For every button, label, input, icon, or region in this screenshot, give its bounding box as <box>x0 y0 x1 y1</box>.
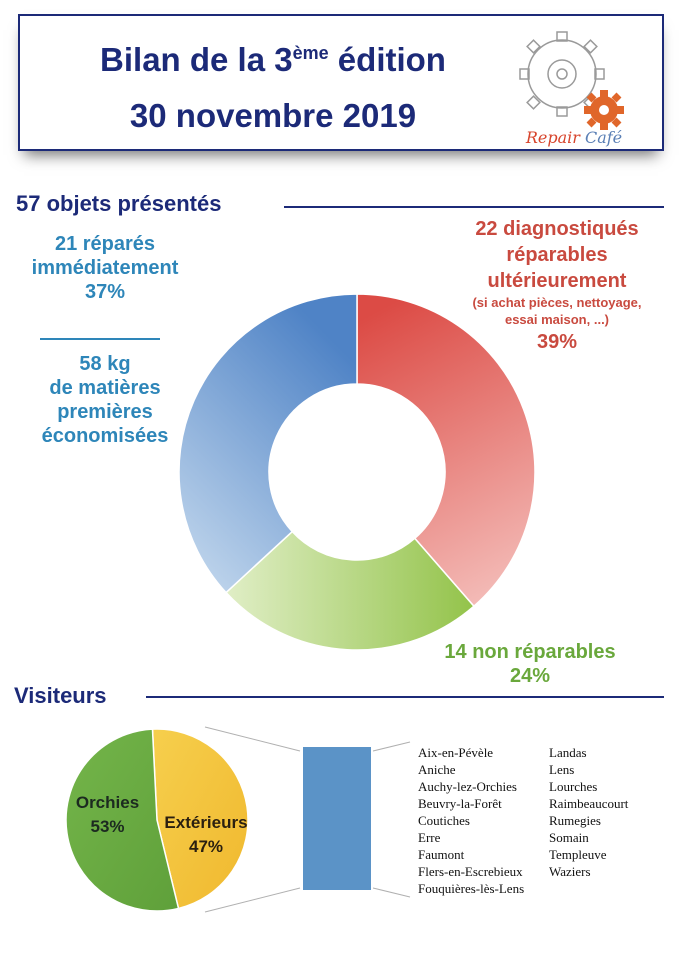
not-repairable-label: 14 non réparables 24% <box>444 641 616 687</box>
exterieurs-label: Extérieurs 47% <box>164 813 248 856</box>
towns-list-col1 <box>418 744 524 897</box>
town-item: Rumegies <box>549 813 601 828</box>
visitors-section-title: Visiteurs <box>14 683 107 708</box>
town-item: Lens <box>549 762 575 777</box>
town-item: Coutiches <box>418 813 470 828</box>
connector-line-right-bottom <box>373 888 410 897</box>
town-item: Erre <box>418 830 441 845</box>
town-item: Aniche <box>418 762 456 777</box>
visitors-section-rule <box>146 696 664 698</box>
town-item: Fouquières-lès-Lens <box>418 881 525 896</box>
blue-divider <box>40 338 160 340</box>
objects-section-title: 57 objets présentés <box>16 191 222 216</box>
connector-line-top <box>205 727 300 751</box>
town-item: Templeuve <box>549 847 607 862</box>
logo-text: Repair Café <box>525 128 623 147</box>
town-item: Flers-en-Escrebieux <box>418 864 523 879</box>
donut-hole <box>269 384 445 560</box>
orchies-label: Orchies 53% <box>75 793 140 836</box>
town-item: Beuvry-la-Forêt <box>418 796 502 811</box>
town-item: Lourches <box>549 779 598 794</box>
repaired-label: 21 réparés immédiatement 37% <box>31 233 179 303</box>
connector-line-right-top <box>373 742 410 751</box>
town-item: Aix-en-Pévèle <box>418 745 494 760</box>
header-title: Bilan de la 3ème édition <box>100 41 446 78</box>
town-item: Landas <box>549 745 587 760</box>
towns-list-col2 <box>549 744 628 880</box>
town-item: Waziers <box>549 864 591 879</box>
town-item: Auchy-lez-Orchies <box>418 779 517 794</box>
exterieurs-breakdown-bar <box>302 746 372 891</box>
materials-label: 58 kg de matières premières économisées <box>41 353 169 447</box>
header-date: 30 novembre 2019 <box>129 97 417 134</box>
connector-line-bottom <box>205 888 300 912</box>
town-item: Somain <box>549 830 589 845</box>
town-item: Faumont <box>418 847 465 862</box>
town-item: Raimbeaucourt <box>549 796 629 811</box>
diagnosed-label: 22 diagnostiqués réparables ultérieurement (si achat pièces, nettoyage, essai maison, ...) 39% <box>472 218 642 353</box>
